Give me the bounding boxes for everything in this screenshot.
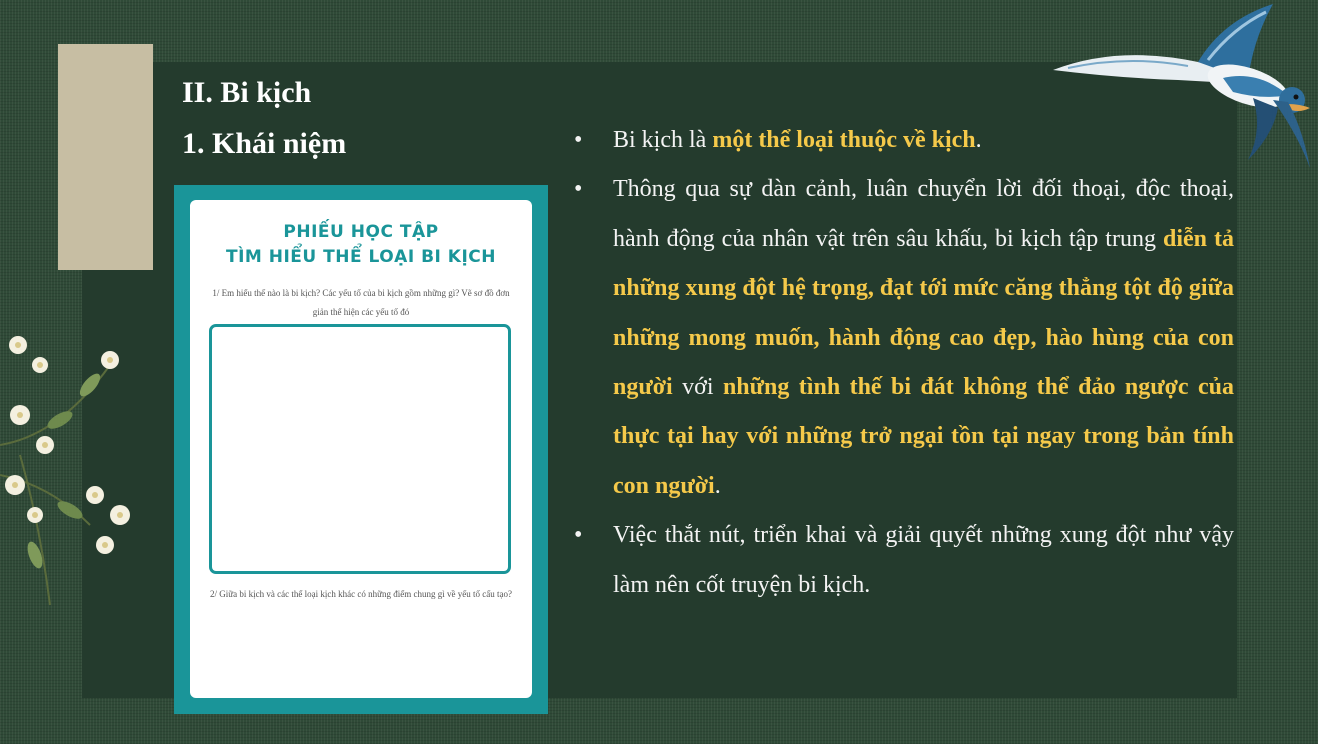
- worksheet-card: [190, 200, 532, 698]
- bullet-text: .: [714, 472, 721, 499]
- worksheet-question-2: 2/ Giữa bi kịch và các thể loại kịch khác có những điểm chung gì về yếu tố cấu tạo?: [210, 589, 512, 599]
- section-title: II. Bi kịch: [182, 76, 312, 109]
- bullet-highlight: diễn tả những xung đột hệ trọng, đạt tới mức căng thẳng tột độ giữa những mong muốn, hành động cao đẹp, hào hùng của con người: [613, 225, 1235, 401]
- worksheet-image: [174, 185, 548, 714]
- bullet-text: Việc thắt nút, triển khai và giải quyết những xung đột như vậy làm nên cốt truyện bi kịch.: [613, 522, 1234, 598]
- flower-branch-icon: [0, 325, 150, 615]
- worksheet-question-1: 1/ Em hiểu thế nào là bi kịch? Các yếu tố của bi kịch gồm những gì? Vẽ sơ đồ đơn giản thể hiện các yếu tố đó: [212, 288, 510, 317]
- worksheet-title-line2: TÌM HIỂU THỂ LOẠI BI KỊCH: [226, 247, 496, 267]
- worksheet-title-line1: PHIẾU HỌC TẬP: [283, 222, 439, 242]
- bullet-text: với: [672, 374, 723, 401]
- decorative-block: [58, 44, 153, 270]
- bullet-text: Thông qua sự dàn cảnh, luân chuyển lời đối thoại, độc thoại, hành động của nhân vật trên sâu khấu, bi kịch tập trung: [613, 176, 1234, 252]
- bullet-item-3: [574, 511, 1234, 610]
- subsection-title: 1. Khái niệm: [182, 127, 347, 160]
- bullet-item-2: [574, 165, 1234, 511]
- bullet-highlight: một thể loại thuộc về kịch: [712, 127, 976, 153]
- definition-bullet-list: [574, 116, 1234, 610]
- worksheet-answer-box: [209, 324, 511, 574]
- bullet-item-1: [574, 116, 1234, 165]
- bullet-text: .: [975, 127, 982, 153]
- bullet-text: Bi kịch là: [613, 127, 713, 153]
- bullet-highlight: những tình thế bi đát không thể đảo ngược của thực tại hay với những trở ngại tồn tại ngay trong bản tính con người: [613, 374, 1234, 499]
